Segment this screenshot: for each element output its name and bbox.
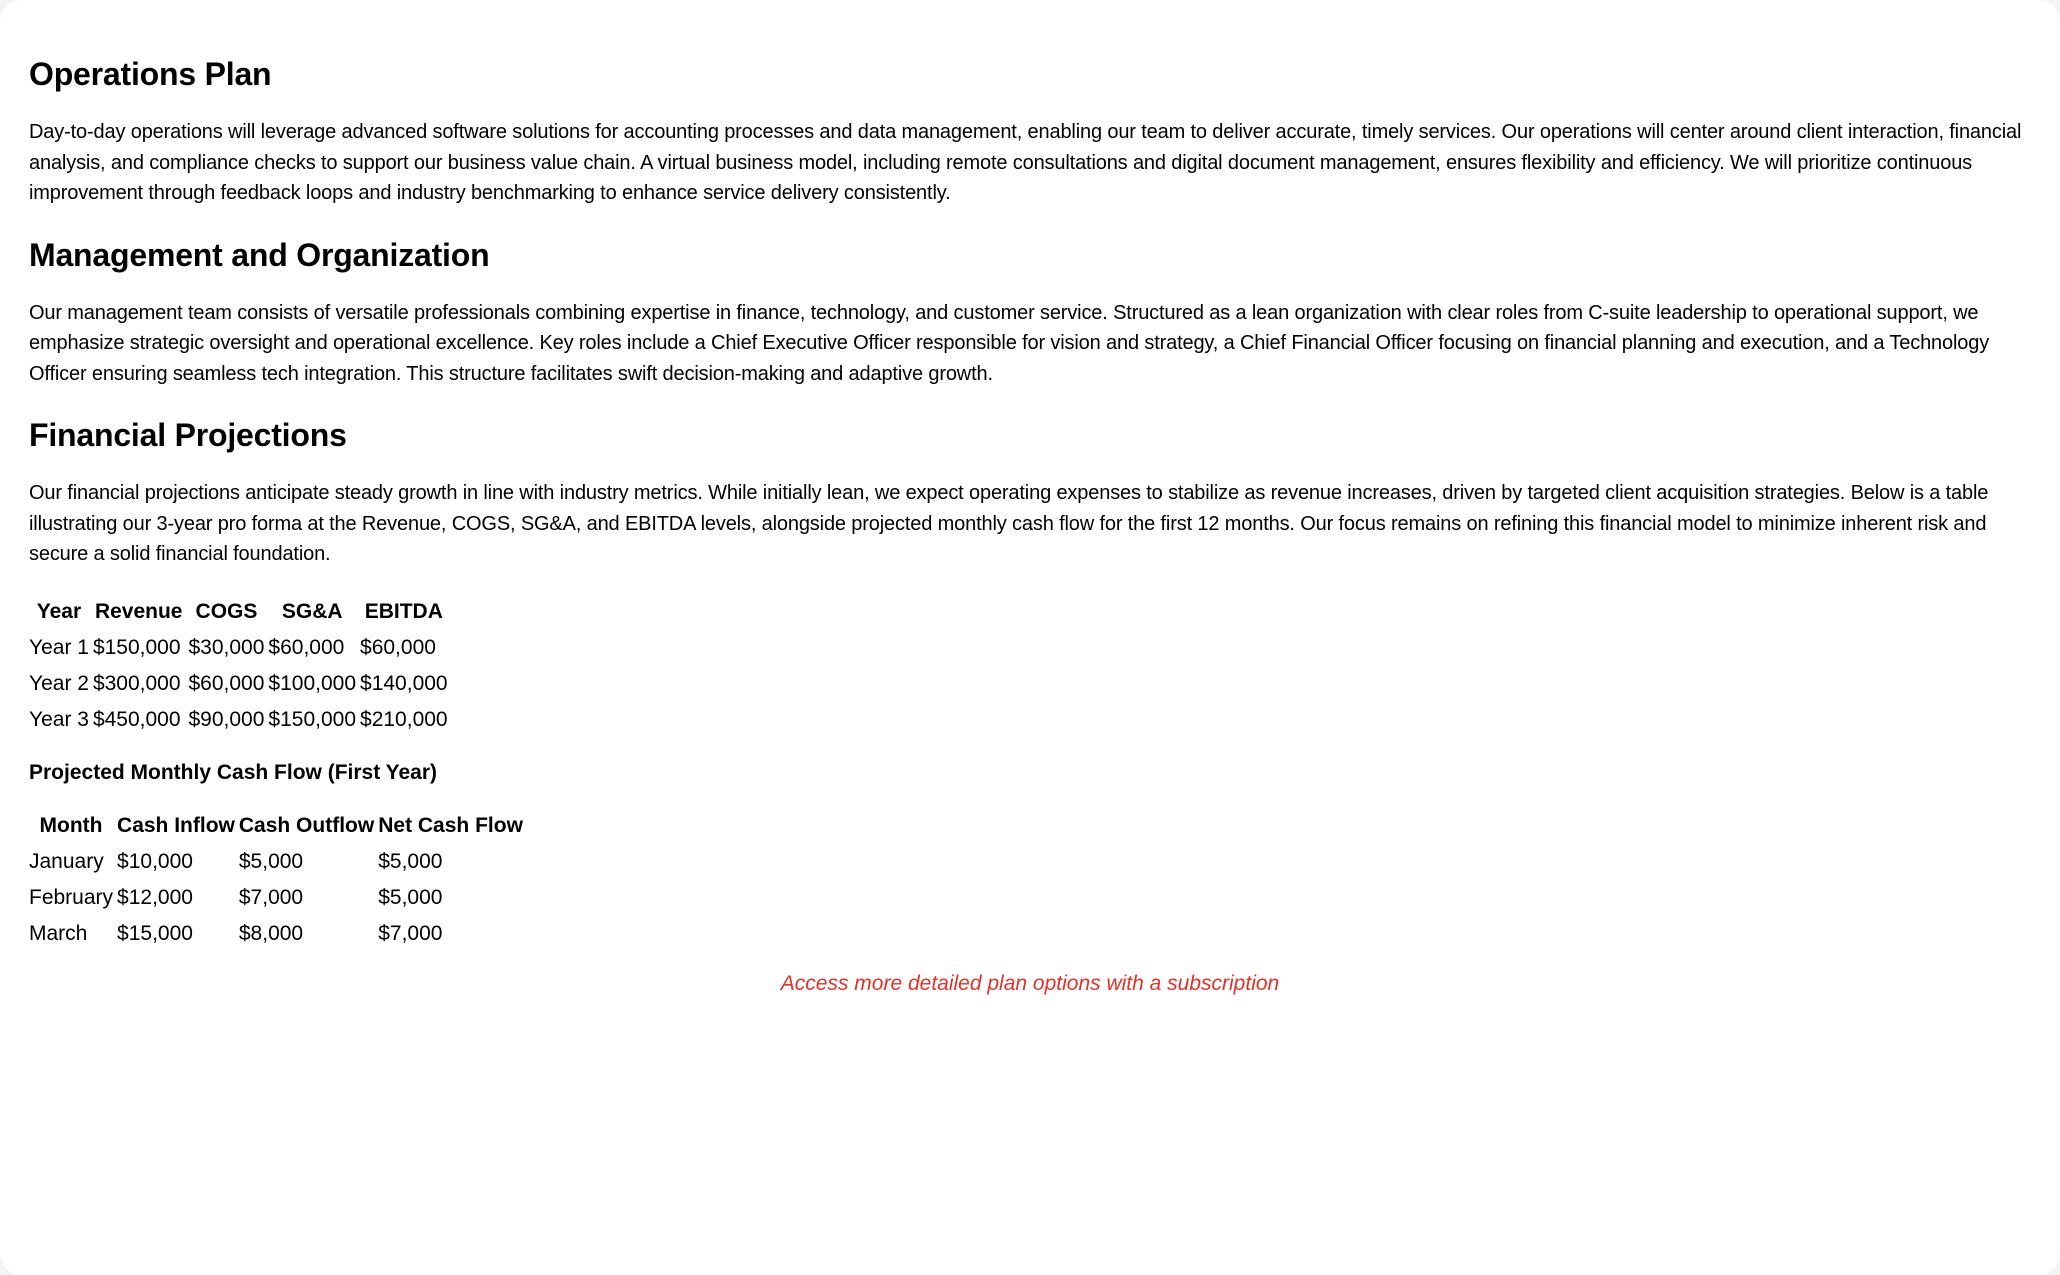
table-cell: $150,000 xyxy=(268,707,357,731)
column-header: Cash Inflow xyxy=(117,813,235,837)
table-cell: $7,000 xyxy=(378,921,443,945)
table-cell: $60,000 xyxy=(360,635,436,659)
column-header: COGS xyxy=(195,599,258,623)
table-cell: $30,000 xyxy=(188,635,265,659)
operations-plan-heading: Operations Plan xyxy=(29,56,272,92)
table-cell: Year 3 xyxy=(29,707,89,731)
table-cell: $100,000 xyxy=(268,671,357,695)
column-header: Month xyxy=(39,813,103,837)
operations-plan-text: Day-to-day operations will leverage advanced software solutions for accounting processes and data management, enabling our team to deliver accurate, timely services. Our operations will center around client interaction, financial analysis, and compliance checks to support our business value chain. A virtual business model, including remote consultations and digital document management, ensures flexibility and efficiency. We will prioritize continuous improvement through feedback loops and industry benchmarking to enhance service delivery consistently. xyxy=(29,121,2022,204)
column-header: SG&A xyxy=(281,599,343,623)
table-header-row xyxy=(29,594,448,630)
table-cell: $60,000 xyxy=(268,635,345,659)
column-header: Net Cash Flow xyxy=(378,813,523,837)
table-row xyxy=(29,916,523,952)
table-cell: $5,000 xyxy=(378,849,443,873)
management-text: Our management team consists of versatile professionals combining expertise in finance, technology, and customer service. Structured as a lean organization with clear roles from C-suite leadership to operational support, we emphasize strategic oversight and operational excellence. Key roles include a Chief Executive Officer responsible for vision and strategy, a Chief Financial Officer focusing on financial planning and execution, and a Technology Officer ensuring seamless tech integration. This structure facilitates swift decision-making and adaptive growth. xyxy=(29,301,1990,385)
table-cell: Year 1 xyxy=(29,635,89,659)
table-cell: February xyxy=(29,885,114,909)
financial-projections-text: Our financial projections anticipate steady growth in line with industry metrics. While initially lean, we expect operating expenses to stabilize as revenue increases, driven by targeted client acquisition strategies. Below is a table illustrating our 3-year pro forma at the Revenue, COGS, SG&A, and EBITDA levels, alongside projected monthly cash flow for the first 12 months. Our focus remains on refining this financial model to minimize inherent risk and secure a solid financial foundation. xyxy=(29,482,1989,565)
table-cell: $60,000 xyxy=(188,671,265,695)
management-heading: Management and Organization xyxy=(29,236,490,273)
table-cell: $12,000 xyxy=(117,885,193,909)
cashflow-heading: Projected Monthly Cash Flow (First Year) xyxy=(29,760,438,784)
table-cell: $210,000 xyxy=(360,707,448,731)
table-cell: January xyxy=(29,849,104,873)
pro-forma-table xyxy=(25,594,452,738)
document-content xyxy=(29,52,2031,996)
column-header: Cash Outflow xyxy=(238,813,375,837)
table-cell: Year 2 xyxy=(29,671,89,695)
table-cell: $140,000 xyxy=(360,671,448,695)
cashflow-table xyxy=(25,808,527,952)
table-cell: $8,000 xyxy=(238,921,304,945)
table-header-row xyxy=(29,808,523,844)
table-cell: $90,000 xyxy=(188,707,265,731)
column-header: Revenue xyxy=(94,599,183,623)
table-row xyxy=(29,630,448,666)
table-cell: $5,000 xyxy=(238,849,304,873)
table-cell: $450,000 xyxy=(92,707,181,731)
table-cell: $150,000 xyxy=(92,635,181,659)
financial-projections-heading: Financial Projections xyxy=(29,417,347,453)
table-cell: $300,000 xyxy=(92,671,181,695)
table-row xyxy=(29,880,523,916)
column-header: Year xyxy=(36,599,82,623)
table-cell: $15,000 xyxy=(117,921,193,945)
table-row xyxy=(29,844,523,880)
table-cell: $10,000 xyxy=(117,849,193,873)
table-cell: March xyxy=(29,921,88,945)
column-header: EBITDA xyxy=(364,599,443,623)
table-row xyxy=(29,702,448,738)
table-cell: $7,000 xyxy=(238,885,304,909)
table-cell: $5,000 xyxy=(378,885,443,909)
subscription-link[interactable]: Access more detailed plan options with a subscription xyxy=(780,971,1280,995)
table-row xyxy=(29,666,448,702)
